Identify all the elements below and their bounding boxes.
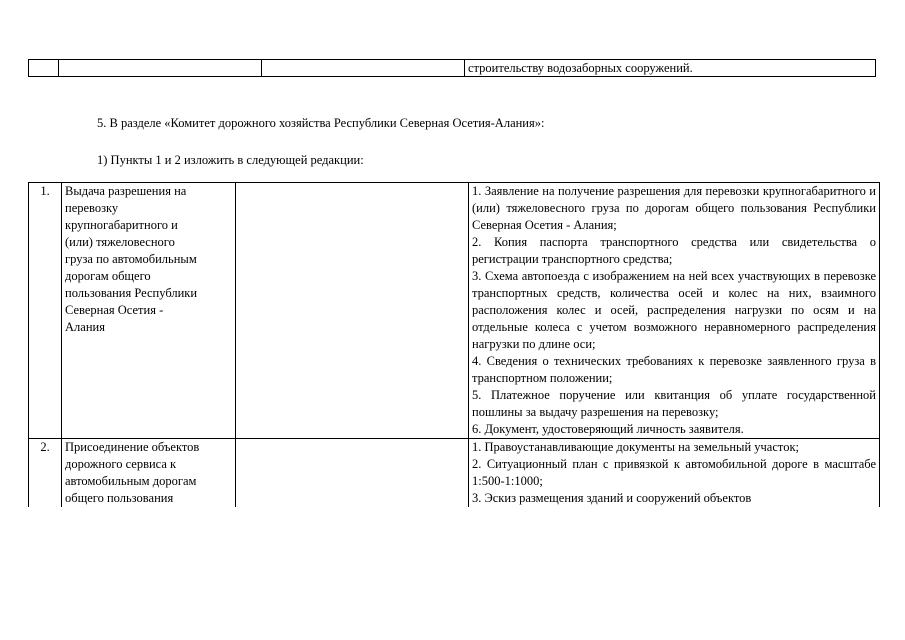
cell-empty <box>236 439 469 508</box>
row-number: 1. <box>29 183 62 439</box>
continuation-table <box>28 59 876 77</box>
service-name-line: груза по автомобильным <box>65 252 197 266</box>
service-name-line: Алания <box>65 320 105 334</box>
service-name <box>62 183 236 439</box>
service-name-line: крупногабаритного и <box>65 218 178 232</box>
service-name-line: автомобильным дорогам <box>65 474 197 488</box>
document-item: 1. Заявление на получение разрешения для перевозки крупногабаритного и (или) тяжеловесного груза по дорогам общего пользования Республики Северная Осетия - Алания; <box>472 184 876 232</box>
section-paragraph: 5. В разделе «Комитет дорожного хозяйства Республики Северная Осетия-Алания»: <box>97 116 545 130</box>
cell-empty <box>262 60 465 77</box>
service-name <box>62 439 236 508</box>
required-documents <box>469 439 880 508</box>
document-item: 1. Правоустанавливающие документы на земельный участок; <box>472 440 799 454</box>
table-row <box>29 183 880 439</box>
cell-empty <box>236 183 469 439</box>
service-name-line: (или) тяжеловесного <box>65 235 175 249</box>
cell-service <box>59 60 262 77</box>
cell-num <box>29 60 59 77</box>
table-row <box>29 60 876 77</box>
services-table <box>28 182 880 507</box>
document-item: 5. Платежное поручение или квитанция об уплате государственной пошлины за выдачу разрешения на перевозку; <box>472 388 876 419</box>
document-item: 2. Ситуационный план с привязкой к автомобильной дороге в масштабе 1:500-1:1000; <box>472 457 876 488</box>
cell-docs: строительству водозаборных сооружений. <box>465 60 876 77</box>
service-name-line: пользования Республики <box>65 286 198 300</box>
document-item: 4. Сведения о технических требованиях к перевозке заявленного груза в транспортном положении; <box>472 354 876 385</box>
service-name-line: перевозку <box>65 201 119 215</box>
required-documents <box>469 183 880 439</box>
row-number: 2. <box>29 439 62 508</box>
document-item: 6. Документ, удостоверяющий личность заявителя. <box>472 422 744 436</box>
document-item: 3. Эскиз размещения зданий и сооружений объектов <box>472 491 752 505</box>
service-name-line: дорогам общего <box>65 269 151 283</box>
service-name-line: Присоединение объектов <box>65 440 200 454</box>
instruction-paragraph: 1) Пункты 1 и 2 изложить в следующей редакции: <box>97 153 364 167</box>
service-name-line: Северная Осетия - <box>65 303 164 317</box>
table-row <box>29 439 880 508</box>
service-name-line: дорожного сервиса к <box>65 457 177 471</box>
document-item: 2. Копия паспорта транспортного средства или свидетельства о регистрации транспортного средства; <box>472 235 876 266</box>
document-item: 3. Схема автопоезда с изображением на ней всех участвующих в перевозке транспортных средств, количества осей и колес на них, взаимного расположения колес и осей, распределения нагрузки по осям и на отдельные колеса с учетом возможного неравномерного распределения нагрузки по длине оси; <box>472 269 876 351</box>
service-name-line: общего пользования <box>65 491 174 505</box>
service-name-line: Выдача разрешения на <box>65 184 187 198</box>
